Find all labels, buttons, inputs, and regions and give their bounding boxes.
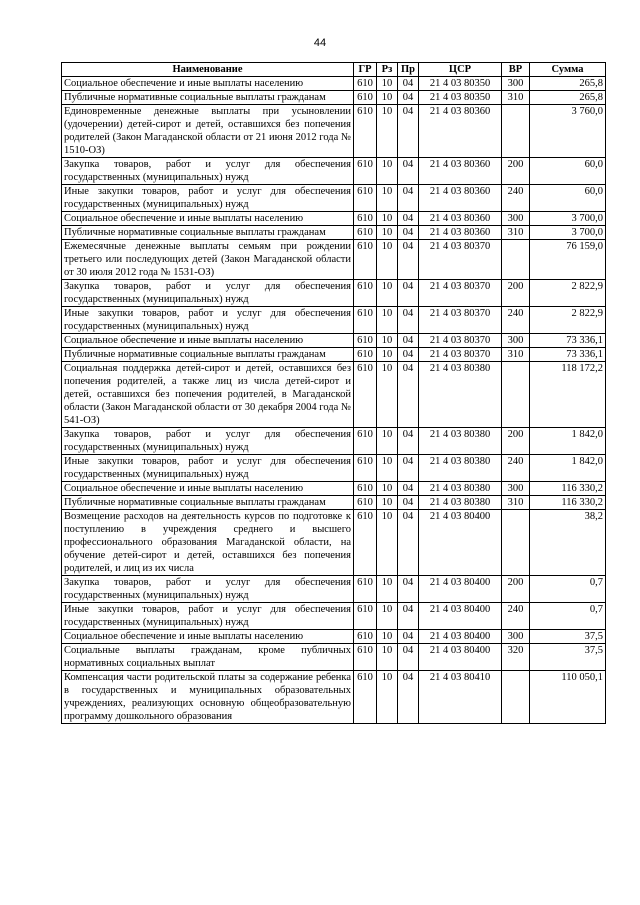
cell-vr: 320 <box>502 644 530 671</box>
cell-sum: 0,7 <box>530 603 606 630</box>
cell-sum: 1 842,0 <box>530 428 606 455</box>
cell-gr: 610 <box>354 482 377 496</box>
cell-vr: 240 <box>502 185 530 212</box>
table-header-row <box>62 63 606 77</box>
cell-gr: 610 <box>354 226 377 240</box>
cell-rz: 10 <box>377 455 398 482</box>
cell-rz: 10 <box>377 307 398 334</box>
cell-pr: 04 <box>398 226 419 240</box>
cell-csr: 21 4 03 80400 <box>419 603 502 630</box>
cell-csr: 21 4 03 80370 <box>419 240 502 280</box>
header-pr: Пр <box>398 63 419 77</box>
cell-name: Закупка товаров, работ и услуг для обеспечения государственных (муниципальных) нужд <box>62 280 354 307</box>
cell-name: Социальное обеспечение и иные выплаты населению <box>62 482 354 496</box>
table-row <box>62 576 606 603</box>
cell-name: Ежемесячные денежные выплаты семьям при рождении третьего или последующих детей (Закон Магаданской области от 30 июля 2012 года № 1531-ОЗ) <box>62 240 354 280</box>
cell-sum: 110 050,1 <box>530 671 606 724</box>
cell-name: Возмещение расходов на деятельность курсов по подготовке к поступлению в учреждения среднего и высшего профессионального образования Магаданской области, на обучение детей-сирот и детей, оставшихся без попечения родителей, и лиц из их числа <box>62 510 354 576</box>
cell-name: Социальные выплаты гражданам, кроме публичных нормативных социальных выплат <box>62 644 354 671</box>
cell-gr: 610 <box>354 105 377 158</box>
table-row <box>62 240 606 280</box>
cell-vr: 310 <box>502 91 530 105</box>
cell-vr: 310 <box>502 348 530 362</box>
cell-csr: 21 4 03 80380 <box>419 362 502 428</box>
cell-sum: 3 700,0 <box>530 212 606 226</box>
cell-name: Компенсация части родительской платы за содержание ребенка в государственных и муниципальных образовательных учреждениях, реализующих основную общеобразовательную программу дошкольного образования <box>62 671 354 724</box>
header-vr: ВР <box>502 63 530 77</box>
cell-pr: 04 <box>398 158 419 185</box>
cell-csr: 21 4 03 80370 <box>419 348 502 362</box>
cell-rz: 10 <box>377 334 398 348</box>
table-row <box>62 226 606 240</box>
cell-rz: 10 <box>377 185 398 212</box>
cell-name: Иные закупки товаров, работ и услуг для обеспечения государственных (муниципальных) нужд <box>62 185 354 212</box>
cell-gr: 610 <box>354 510 377 576</box>
cell-vr <box>502 105 530 158</box>
cell-csr: 21 4 03 80360 <box>419 212 502 226</box>
cell-csr: 21 4 03 80400 <box>419 630 502 644</box>
cell-vr <box>502 240 530 280</box>
cell-csr: 21 4 03 80400 <box>419 644 502 671</box>
cell-vr: 200 <box>502 158 530 185</box>
table-row <box>62 630 606 644</box>
cell-rz: 10 <box>377 240 398 280</box>
cell-csr: 21 4 03 80380 <box>419 428 502 455</box>
table-row <box>62 348 606 362</box>
cell-name: Социальное обеспечение и иные выплаты населению <box>62 77 354 91</box>
cell-gr: 610 <box>354 212 377 226</box>
cell-gr: 610 <box>354 455 377 482</box>
table-row <box>62 307 606 334</box>
cell-gr: 610 <box>354 240 377 280</box>
cell-csr: 21 4 03 80380 <box>419 455 502 482</box>
cell-vr: 240 <box>502 603 530 630</box>
cell-rz: 10 <box>377 348 398 362</box>
table-row <box>62 158 606 185</box>
cell-vr: 300 <box>502 212 530 226</box>
cell-pr: 04 <box>398 240 419 280</box>
cell-rz: 10 <box>377 603 398 630</box>
cell-name: Социальная поддержка детей-сирот и детей, оставшихся без попечения родителей, а также лиц из числа детей-сирот и детей, оставшихся без попечения родителей, в Магаданской области (Закон Магаданской области от 30 декабря 2004 года № 541-ОЗ) <box>62 362 354 428</box>
cell-pr: 04 <box>398 510 419 576</box>
cell-gr: 610 <box>354 362 377 428</box>
table-row <box>62 496 606 510</box>
header-gr: ГР <box>354 63 377 77</box>
cell-gr: 610 <box>354 630 377 644</box>
cell-name: Иные закупки товаров, работ и услуг для обеспечения государственных (муниципальных) нужд <box>62 307 354 334</box>
cell-name: Публичные нормативные социальные выплаты гражданам <box>62 348 354 362</box>
cell-name: Публичные нормативные социальные выплаты гражданам <box>62 496 354 510</box>
cell-csr: 21 4 03 80360 <box>419 185 502 212</box>
cell-vr: 300 <box>502 630 530 644</box>
cell-vr: 240 <box>502 307 530 334</box>
cell-pr: 04 <box>398 644 419 671</box>
cell-name: Закупка товаров, работ и услуг для обеспечения государственных (муниципальных) нужд <box>62 158 354 185</box>
header-csr: ЦСР <box>419 63 502 77</box>
table-body <box>62 77 606 724</box>
cell-pr: 04 <box>398 212 419 226</box>
cell-pr: 04 <box>398 105 419 158</box>
cell-csr: 21 4 03 80350 <box>419 77 502 91</box>
cell-csr: 21 4 03 80360 <box>419 158 502 185</box>
table-row <box>62 603 606 630</box>
cell-vr: 310 <box>502 226 530 240</box>
cell-rz: 10 <box>377 158 398 185</box>
page-number: 44 <box>313 37 327 49</box>
cell-pr: 04 <box>398 671 419 724</box>
cell-sum: 60,0 <box>530 158 606 185</box>
cell-vr <box>502 362 530 428</box>
cell-vr: 200 <box>502 280 530 307</box>
cell-vr: 300 <box>502 482 530 496</box>
cell-sum: 3 760,0 <box>530 105 606 158</box>
cell-vr <box>502 510 530 576</box>
cell-gr: 610 <box>354 603 377 630</box>
cell-rz: 10 <box>377 496 398 510</box>
cell-sum: 2 822,9 <box>530 307 606 334</box>
cell-name: Социальное обеспечение и иные выплаты населению <box>62 630 354 644</box>
cell-pr: 04 <box>398 334 419 348</box>
cell-sum: 37,5 <box>530 644 606 671</box>
cell-sum: 38,2 <box>530 510 606 576</box>
cell-name: Публичные нормативные социальные выплаты гражданам <box>62 226 354 240</box>
cell-rz: 10 <box>377 482 398 496</box>
table-row <box>62 280 606 307</box>
table-row <box>62 644 606 671</box>
cell-csr: 21 4 03 80370 <box>419 334 502 348</box>
cell-name: Публичные нормативные социальные выплаты гражданам <box>62 91 354 105</box>
cell-pr: 04 <box>398 307 419 334</box>
cell-rz: 10 <box>377 428 398 455</box>
cell-name: Социальное обеспечение и иные выплаты населению <box>62 334 354 348</box>
cell-vr: 300 <box>502 334 530 348</box>
table-row <box>62 91 606 105</box>
cell-rz: 10 <box>377 671 398 724</box>
cell-pr: 04 <box>398 362 419 428</box>
cell-csr: 21 4 03 80380 <box>419 496 502 510</box>
cell-csr: 21 4 03 80370 <box>419 280 502 307</box>
cell-gr: 610 <box>354 77 377 91</box>
cell-rz: 10 <box>377 77 398 91</box>
header-name: Наименование <box>62 63 354 77</box>
cell-csr: 21 4 03 80370 <box>419 307 502 334</box>
table-row <box>62 362 606 428</box>
table-row <box>62 671 606 724</box>
cell-sum: 265,8 <box>530 91 606 105</box>
cell-name: Иные закупки товаров, работ и услуг для обеспечения государственных (муниципальных) нужд <box>62 455 354 482</box>
cell-name: Закупка товаров, работ и услуг для обеспечения государственных (муниципальных) нужд <box>62 428 354 455</box>
cell-pr: 04 <box>398 348 419 362</box>
cell-sum: 116 330,2 <box>530 496 606 510</box>
cell-name: Иные закупки товаров, работ и услуг для обеспечения государственных (муниципальных) нужд <box>62 603 354 630</box>
cell-sum: 37,5 <box>530 630 606 644</box>
cell-pr: 04 <box>398 280 419 307</box>
cell-gr: 610 <box>354 496 377 510</box>
cell-csr: 21 4 03 80360 <box>419 226 502 240</box>
cell-pr: 04 <box>398 455 419 482</box>
cell-pr: 04 <box>398 428 419 455</box>
table-row <box>62 510 606 576</box>
header-rz: Рз <box>377 63 398 77</box>
cell-gr: 610 <box>354 280 377 307</box>
cell-vr: 300 <box>502 77 530 91</box>
cell-name: Единовременные денежные выплаты при усыновлении (удочерении) детей-сирот и детей, оставшихся без попечения родителей (Закон Магаданской области от 21 июня 2012 года № 1510-ОЗ) <box>62 105 354 158</box>
cell-gr: 610 <box>354 91 377 105</box>
cell-sum: 265,8 <box>530 77 606 91</box>
cell-gr: 610 <box>354 671 377 724</box>
cell-gr: 610 <box>354 334 377 348</box>
cell-vr: 200 <box>502 576 530 603</box>
cell-sum: 73 336,1 <box>530 334 606 348</box>
header-sum: Сумма <box>530 63 606 77</box>
table-row <box>62 428 606 455</box>
table-row <box>62 77 606 91</box>
budget-table <box>61 62 606 724</box>
cell-csr: 21 4 03 80400 <box>419 510 502 576</box>
table-row <box>62 334 606 348</box>
cell-pr: 04 <box>398 91 419 105</box>
cell-pr: 04 <box>398 496 419 510</box>
cell-sum: 118 172,2 <box>530 362 606 428</box>
cell-gr: 610 <box>354 158 377 185</box>
cell-pr: 04 <box>398 77 419 91</box>
table-row <box>62 185 606 212</box>
cell-csr: 21 4 03 80360 <box>419 105 502 158</box>
cell-rz: 10 <box>377 105 398 158</box>
cell-csr: 21 4 03 80350 <box>419 91 502 105</box>
cell-sum: 116 330,2 <box>530 482 606 496</box>
cell-rz: 10 <box>377 510 398 576</box>
cell-name: Социальное обеспечение и иные выплаты населению <box>62 212 354 226</box>
cell-csr: 21 4 03 80410 <box>419 671 502 724</box>
cell-sum: 1 842,0 <box>530 455 606 482</box>
cell-sum: 0,7 <box>530 576 606 603</box>
table-row <box>62 212 606 226</box>
cell-pr: 04 <box>398 185 419 212</box>
cell-gr: 610 <box>354 644 377 671</box>
cell-sum: 3 700,0 <box>530 226 606 240</box>
cell-vr <box>502 671 530 724</box>
cell-pr: 04 <box>398 630 419 644</box>
cell-rz: 10 <box>377 226 398 240</box>
cell-sum: 76 159,0 <box>530 240 606 280</box>
cell-rz: 10 <box>377 644 398 671</box>
cell-pr: 04 <box>398 603 419 630</box>
cell-gr: 610 <box>354 576 377 603</box>
table-row <box>62 105 606 158</box>
cell-rz: 10 <box>377 630 398 644</box>
cell-rz: 10 <box>377 576 398 603</box>
cell-pr: 04 <box>398 482 419 496</box>
cell-vr: 240 <box>502 455 530 482</box>
cell-rz: 10 <box>377 91 398 105</box>
table-row <box>62 455 606 482</box>
cell-rz: 10 <box>377 212 398 226</box>
table-row <box>62 482 606 496</box>
cell-csr: 21 4 03 80400 <box>419 576 502 603</box>
cell-sum: 2 822,9 <box>530 280 606 307</box>
cell-gr: 610 <box>354 428 377 455</box>
cell-vr: 310 <box>502 496 530 510</box>
cell-gr: 610 <box>354 307 377 334</box>
cell-sum: 60,0 <box>530 185 606 212</box>
cell-gr: 610 <box>354 185 377 212</box>
cell-rz: 10 <box>377 362 398 428</box>
cell-sum: 73 336,1 <box>530 348 606 362</box>
cell-vr: 200 <box>502 428 530 455</box>
cell-pr: 04 <box>398 576 419 603</box>
cell-csr: 21 4 03 80380 <box>419 482 502 496</box>
cell-rz: 10 <box>377 280 398 307</box>
cell-name: Закупка товаров, работ и услуг для обеспечения государственных (муниципальных) нужд <box>62 576 354 603</box>
cell-gr: 610 <box>354 348 377 362</box>
